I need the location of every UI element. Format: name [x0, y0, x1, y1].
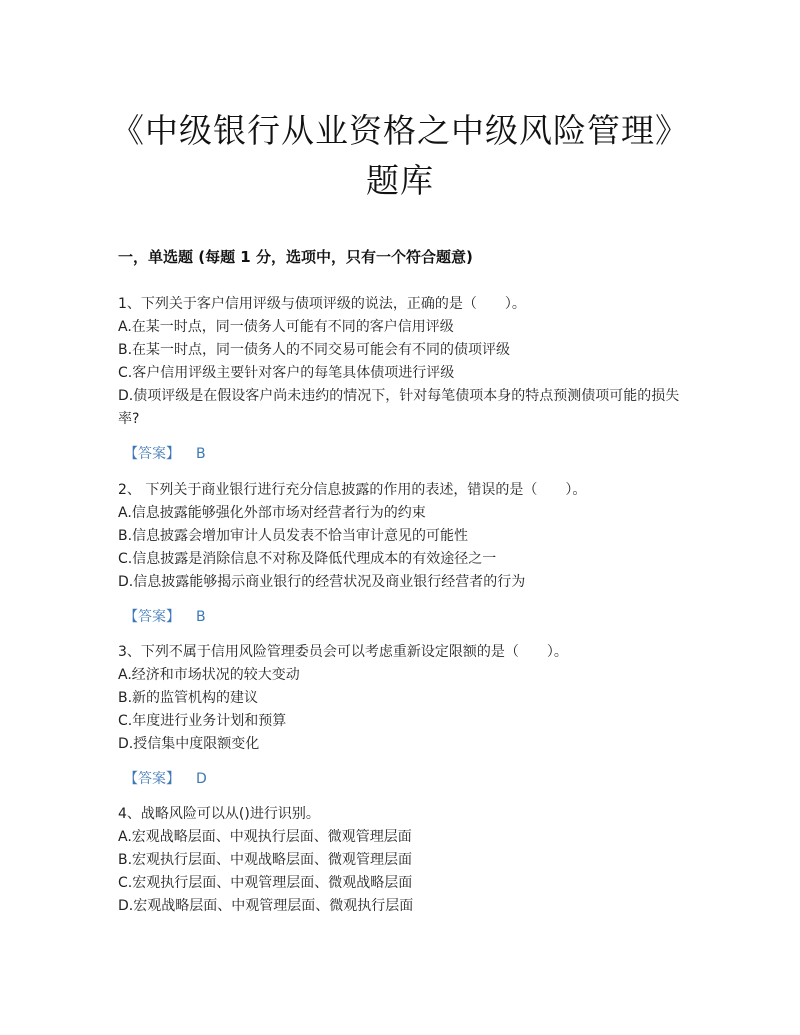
question-stem: 4、战略风险可以从()进行识别。: [118, 806, 320, 822]
option-d: D.信息披露能够揭示商业银行的经营状况及商业银行经营者的行为: [118, 574, 526, 590]
option-d: D.债项评级是在假设客户尚未违约的情况下，针对每笔债项本身的特点预测债项可能的损失率?: [118, 388, 680, 427]
answer-value: B: [196, 609, 206, 625]
answer-label: 【答案】: [124, 609, 180, 625]
option-a: A.经济和市场状况的较大变动: [118, 667, 300, 683]
answer-label: 【答案】: [124, 446, 180, 462]
option-a: A.宏观战略层面、中观执行层面、微观管理层面: [118, 829, 412, 845]
question-stem: 3、下列不属于信用风险管理委员会可以考虑重新设定限额的是（ ）。: [118, 644, 568, 660]
option-d: D.授信集中度限额变化: [118, 736, 260, 752]
document-title: 《中级银行从业资格之中级风险管理》题库: [111, 111, 689, 200]
answer-3: [124, 768, 207, 788]
option-b: B.信息披露会增加审计人员发表不恰当审计意见的可能性: [118, 528, 469, 544]
answer-value: B: [196, 446, 206, 462]
section-title: 一，单选题 (每题 1 分，选项中，只有一个符合题意): [118, 248, 473, 266]
answer-2: [124, 606, 206, 626]
option-b: B.新的监管机构的建议: [118, 690, 259, 706]
option-a: A.在某一时点，同一债务人可能有不同的客户信用评级: [118, 319, 454, 335]
question-stem: 2、 下列关于商业银行进行充分信息披露的作用的表述，错误的是（ ）。: [118, 482, 587, 498]
option-c: C.宏观执行层面、中观管理层面、微观战略层面: [118, 875, 413, 891]
option-d: D.宏观战略层面、中观管理层面、微观执行层面: [118, 898, 414, 914]
option-b: B.宏观执行层面、中观战略层面、微观管理层面: [118, 852, 413, 868]
question-stem: 1、下列关于客户信用评级与债项评级的说法，正确的是（ ）。: [118, 296, 526, 312]
answer-value: D: [196, 771, 207, 787]
option-a: A.信息披露能够强化外部市场对经营者行为的约束: [118, 505, 426, 521]
question-3: [118, 641, 683, 756]
question-4: [118, 803, 683, 918]
option-c: C.客户信用评级主要针对客户的每笔具体债项进行评级: [118, 365, 455, 381]
answer-1: [124, 443, 206, 463]
question-2: [118, 479, 683, 594]
option-c: C.信息披露是消除信息不对称及降低代理成本的有效途径之一: [118, 551, 497, 567]
option-c: C.年度进行业务计划和预算: [118, 713, 287, 729]
question-1: [118, 293, 683, 431]
answer-label: 【答案】: [124, 771, 180, 787]
option-b: B.在某一时点，同一债务人的不同交易可能会有不同的债项评级: [118, 342, 511, 358]
